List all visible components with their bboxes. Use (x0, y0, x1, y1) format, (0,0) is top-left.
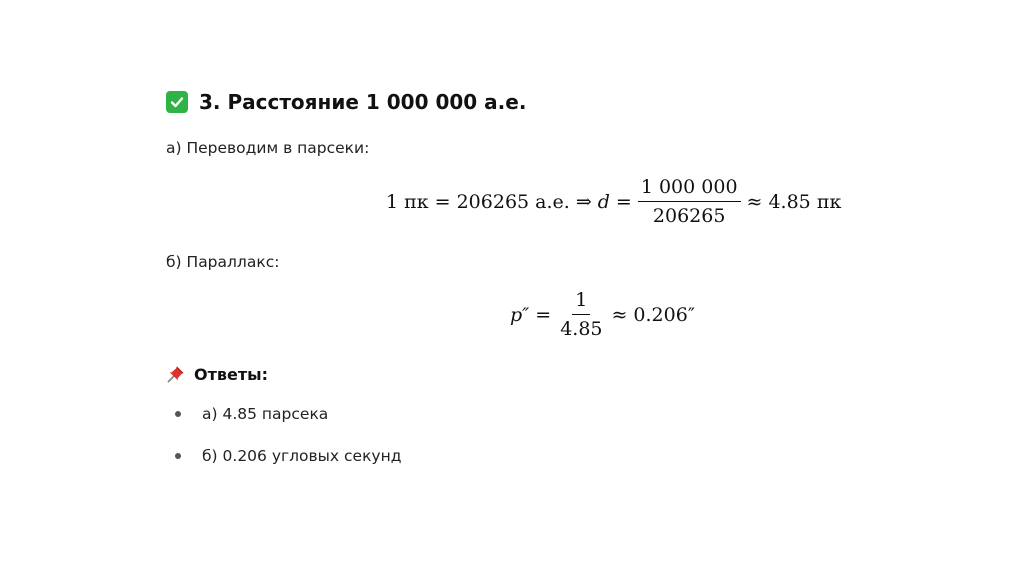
list-item (166, 442, 401, 470)
formula-a-value: 206265 а.е. (456, 190, 570, 213)
formula-b-numerator: 1 (572, 289, 590, 315)
bullet-icon (175, 453, 181, 459)
formula-a-result: 4.85 пк (768, 190, 842, 213)
formula-a-denominator: 206265 (652, 205, 726, 227)
answers-title: Ответы: (194, 364, 268, 384)
pushpin-icon (166, 364, 186, 384)
formula-b-denominator: 4.85 (560, 318, 603, 340)
answers-heading (166, 364, 268, 384)
formula-a-approx: ≈ (746, 190, 763, 213)
formula-b-eq: = (535, 303, 552, 326)
bullet-icon (175, 411, 181, 417)
parsec-conversion-formula (386, 176, 841, 227)
formula-a-numerator: 1 000 000 (638, 176, 741, 202)
part-a-label: а) Переводим в парсеки: (166, 139, 370, 157)
check-mark-icon (166, 91, 188, 113)
section-heading (166, 90, 526, 114)
formula-a-var: d (597, 190, 610, 213)
formula-a-eq2: = (615, 190, 632, 213)
answers-list (166, 400, 401, 484)
formula-b-fraction (557, 289, 605, 340)
formula-a-implies: ⇒ (575, 190, 592, 213)
answer-text: б) 0.206 угловых секунд (202, 447, 402, 465)
section-title: 3. Расстояние 1 000 000 а.е. (199, 90, 527, 114)
part-b-label: б) Параллакс: (166, 253, 280, 271)
formula-a-fraction (638, 176, 741, 227)
answer-text: а) 4.85 парсека (202, 405, 329, 423)
formula-b-result: 0.206″ (633, 303, 695, 326)
parallax-formula (510, 289, 695, 340)
formula-a-eq1: = (434, 190, 451, 213)
formula-b-approx: ≈ (611, 303, 628, 326)
formula-a-lhs: 1 пк (386, 190, 429, 213)
list-item (166, 400, 401, 428)
formula-b-var: p″ (510, 303, 530, 326)
